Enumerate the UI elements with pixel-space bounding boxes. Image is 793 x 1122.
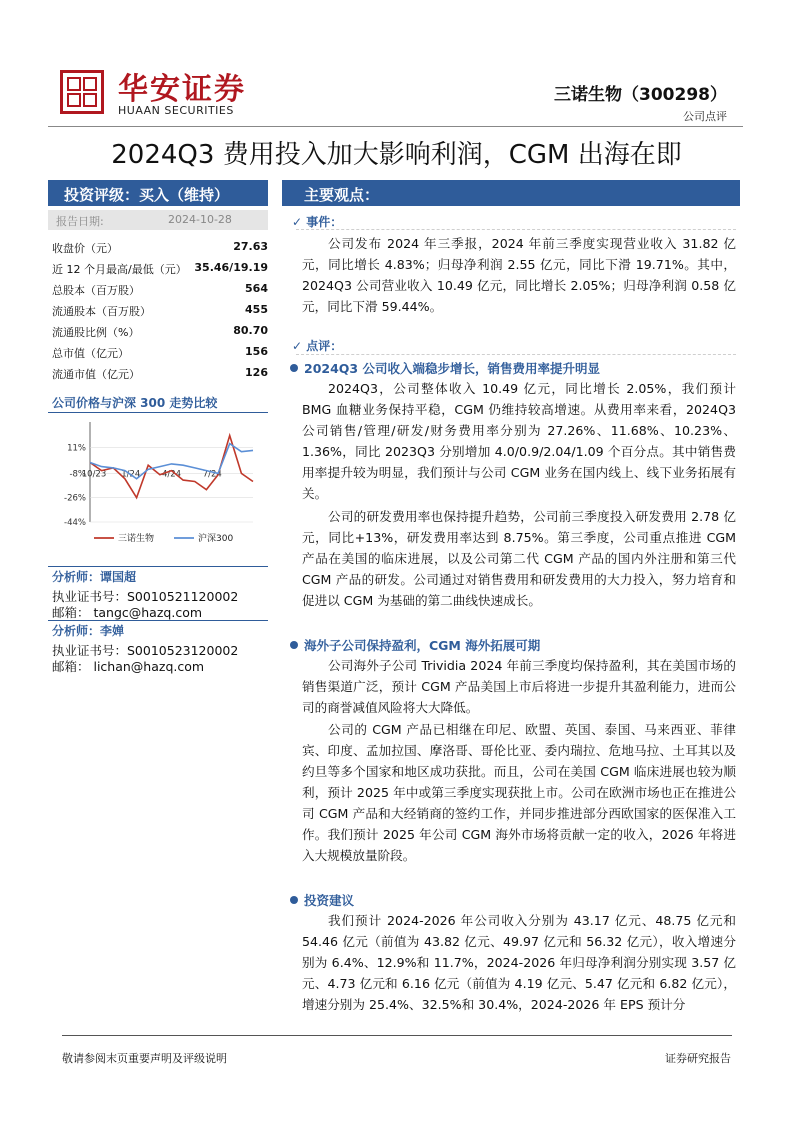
stat-row <box>52 282 268 302</box>
analyst-divider <box>48 620 268 621</box>
stat-value: 564 <box>245 282 268 295</box>
section-2-title: 海外子公司保持盈利，CGM 海外拓展可期 <box>304 638 541 653</box>
chart-title: 公司价格与沪深 300 走势比较 <box>52 396 218 410</box>
section-1-paragraph-2: 公司的研发费用率也保持提升趋势，公司前三季度投入研发费用 2.78 亿元，同比+13%，研发费用率达到 8.75%。第三季度，公司重点推进 CGM 产品在美国的临床进展，以及公司第二代 CGM 产品的国内外注册和第三代 CGM 产品的研发。公司通过对销售费用和研发费用的大力投入，努力培育和促进以 CGM 为基础的第二曲线快速成长。 <box>302 509 736 608</box>
analyst-2-license: 执业证书号：S0010523120002 <box>52 643 239 658</box>
chart-bottom-rule <box>48 566 268 567</box>
comment-label: ✓ 点评： <box>292 339 343 353</box>
stat-label: 流通股比例（%） <box>52 326 140 339</box>
logo-mark <box>60 70 104 114</box>
stat-row <box>52 240 268 260</box>
footer-disclaimer[interactable]: 敬请参阅末页重要声明及评级说明 <box>62 1052 227 1065</box>
date-bar <box>48 210 268 230</box>
stat-value: 27.63 <box>233 240 268 253</box>
stat-row <box>52 324 268 344</box>
legend-label: 三诺生物 <box>118 534 155 544</box>
footer-divider <box>62 1035 732 1036</box>
logo-text-cn: 华安证券 <box>118 72 246 107</box>
section-3-paragraph-1: 我们预计 2024-2026 年公司收入分别为 43.17 亿元、48.75 亿元和 54.46 亿元（前值为 43.82 亿元、49.97 亿元和 56.32 亿元），收入增速分别为 6.4%、12.9%和 11.7%，2024-2026 年归母净利润分别实现 3.57 亿元、4.73 亿元和 6.16 亿元（前值为 4.19 亿元、5.47 亿元和 6.82 亿元），增速分别为 25.4%、32.5%和 30.4%，2024-2026 年 EPS 预计分 <box>302 913 736 1012</box>
stat-value: 80.70 <box>233 324 268 337</box>
stat-value: 156 <box>245 345 268 358</box>
bullet-icon <box>290 364 298 372</box>
x-tick-label: 7/24 <box>202 469 222 480</box>
stat-row <box>52 261 268 281</box>
views-bar <box>282 180 740 206</box>
section-2-paragraph-1: 公司海外子公司 Trividia 2024 年前三季度均保持盈利，其在美国市场的销售渠道广泛，预计 CGM 产品美国上市后将进一步提升其盈利能力，进而公司的商誉减值风险将大大降低。 <box>302 658 736 715</box>
section-2-paragraph-2: 公司的 CGM 产品已相继在印尼、欧盟、英国、泰国、马来西亚、菲律宾、印度、孟加拉国、摩洛哥、哥伦比亚、委内瑞拉、危地马拉、土耳其以及约旦等多个国家和地区成功获批。而且，公司在美国 CGM 临床进展也较为顺利，预计 2025 年中或第三季度实现获批上市。公司在欧洲市场也正在推进公司 CGM 产品和大经销商的签约工作，并同步推进部分西欧国家的医保准入工作。我们预计 2025 年公司 CGM 海外市场将贡献一定的收入，2026 年将进入大规模放量阶段。 <box>302 722 736 863</box>
event-label: ✓ 事件： <box>292 215 343 229</box>
stat-label: 近 12 个月最高/最低（元） <box>52 263 187 276</box>
stat-row <box>52 303 268 323</box>
stat-value: 126 <box>245 366 268 379</box>
chart-legend <box>94 532 233 544</box>
stat-label: 流通股本（百万股） <box>52 305 151 318</box>
analyst-1-title: 分析师：谭国超 <box>52 570 137 584</box>
stat-label: 收盘价（元） <box>52 242 118 255</box>
x-tick-label: 4/24 <box>161 469 182 480</box>
section-3-title: 投资建议 <box>304 893 355 908</box>
chart-series <box>90 436 253 498</box>
stat-label: 总市值（亿元） <box>52 347 129 360</box>
y-tick-label: -8% <box>69 469 86 480</box>
footer-report-type: 证券研究报告 <box>665 1052 731 1065</box>
analyst-1-email[interactable]: 邮箱： tangc@hazq.com <box>52 605 203 620</box>
x-tick-label: 1/24 <box>121 469 141 480</box>
chart-y-ticks <box>64 444 86 528</box>
y-tick-label: -44% <box>64 518 86 528</box>
rating-label: 投资评级：买入（维持） <box>64 186 230 204</box>
analyst-2-email[interactable]: 邮箱： lichan@hazq.com <box>52 659 205 674</box>
section-heading <box>290 891 354 909</box>
y-tick-label: -26% <box>64 493 86 504</box>
logo-text-en: HUAAN SECURITIES <box>118 104 234 117</box>
comment-divider <box>296 354 736 355</box>
price-chart <box>48 414 268 554</box>
event-divider <box>296 229 736 230</box>
y-tick-label: 11% <box>67 443 86 454</box>
x-tick-label: 10/23 <box>81 469 107 480</box>
views-label: 主要观点： <box>304 186 380 204</box>
date-label: 报告日期: <box>56 215 104 228</box>
bullet-icon <box>290 641 298 649</box>
analyst-1-license: 执业证书号：S0010521120002 <box>52 589 239 604</box>
stat-value: 35.46/19.19 <box>194 261 268 274</box>
bullet-icon <box>290 896 298 904</box>
header-divider <box>48 126 743 127</box>
stat-label: 总股本（百万股） <box>52 284 140 297</box>
section-heading <box>290 359 600 377</box>
company-name: 三诺生物（300298） <box>554 85 727 105</box>
date-value: 2024-10-28 <box>168 213 232 226</box>
section-1-title: 2024Q3 公司收入端稳步增长，销售费用率提升明显 <box>304 361 600 376</box>
stat-label: 流通市值（亿元） <box>52 368 140 381</box>
analyst-2-title: 分析师：李婵 <box>52 624 125 638</box>
rating-bar <box>48 180 268 206</box>
stat-value: 455 <box>245 303 268 316</box>
event-text: 公司发布 2024 年三季报，2024 年前三季度实现营业收入 31.82 亿元，同比增长 4.83%；归母净利润 2.55 亿元，同比下滑 19.71%。其中，2024Q3 公司营业收入 10.49 亿元，同比增长 2.05%；归母净利润 0.58 亿元，同比下滑 59.44%。 <box>302 236 736 314</box>
stat-row <box>52 345 268 365</box>
chart-title-rule <box>48 412 268 413</box>
doc-type: 公司点评 <box>683 110 727 123</box>
page-title: 2024Q3 费用投入加大影响利润，CGM 出海在即 <box>111 140 682 170</box>
legend-label: 沪深300 <box>198 534 234 544</box>
stat-row <box>52 366 268 386</box>
section-1-paragraph-1: 2024Q3，公司整体收入 10.49 亿元，同比增长 2.05%，我们预计 BMG 血糖业务保持平稳，CGM 仍维持较高增速。从费用率来看，2024Q3 公司销售/管理/研发/财务费用率分别为 27.26%、11.68%、10.23%、1.36%，同比 2023Q3 分别增加 4.0/0.9/2.04/1.09 个百分点。其中销售费用率提升较为明显，我们预计与公司 CGM 业务在国内线上、线下业务拓展有关。 <box>302 381 736 501</box>
section-heading <box>290 636 540 654</box>
